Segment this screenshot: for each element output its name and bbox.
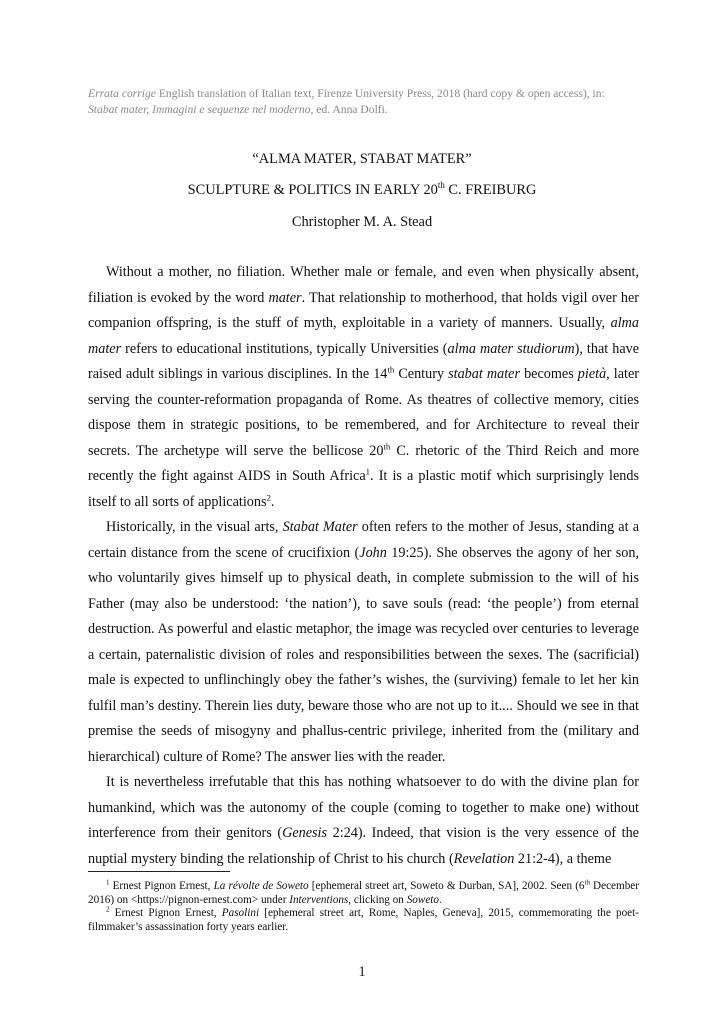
- footnotes: [88, 880, 639, 934]
- paragraph-2: Historically, in the visual arts, Stabat Mater often refers to the mother of Jesus, standing at a certain distance from the scene of crucifixion (John 19:25). She observes the agony of her son, who voluntarily gives himself up to physical death, in complete submission to the will of his Father (may also be understood: ‘the nation’), to save souls (read: ‘the people’) from eternal destruction. As powerful and elastic metaphor, the image was recycled over centuries to leverage a certain, paternalistic division of roles and responsibilities between the sexes. The (sacrificial) male is expected to unflinchingly obey the father’s wishes, the (surviving) female to let her kin fulfil man’s destiny. Therein lies duty, beware those who are not up to it.... Should we see in that premise the seeds of misogyny and phallus-centric privilege, inherited from the (military and hierarchical) culture of Rome? The answer lies with the reader.: [88, 519, 639, 765]
- footnote-2: $^2$ Ernest Pignon Ernest, Pasolini [ephemeral street art, Rome, Naples, Geneva], 2015, commemorating the poet-filmmaker’s assassination forty years earlier.: [88, 905, 639, 933]
- page-number: 1: [358, 964, 366, 980]
- running-header: [88, 86, 648, 118]
- paragraph-3: It is nevertheless irrefutable that this has nothing whatsoever to do with the divine plan for humankind, which was the autonomy of the couple (coming to together to make one) without interference from their genitors (Genesis 2:24). Indeed, that vision is the very essence of the nuptial mystery binding the relationship of Christ to his church (Revelation 21:2-4), a theme: [88, 774, 639, 867]
- footnote-1: $^1$ Ernest Pignon Ernest, La révolte de Soweto [ephemeral street art, Soweto & Durban, SA], 2002. Seen (6th December 2016) on <https://pignon-ernest.com> under Interventions, clicking on Soweto.: [88, 878, 639, 906]
- title-line-1: “ALMA MATER, STABAT MATER”: [252, 151, 472, 167]
- author-name: Christopher M. A. Stead: [291, 214, 433, 230]
- footnote-ref-1[interactable]: 1: [365, 466, 371, 477]
- header-line-2: Stabat mater, Immagini e sequenze nel moderno, ed. Anna Dolfi.: [88, 103, 388, 116]
- header-line-1: Errata corrige English translation of Italian text, Firenze University Press, 2018 (hard copy & open access), in:: [88, 87, 605, 100]
- title-line-2: SCULPTURE & POLITICS IN EARLY 20th C. FREIBURG: [187, 180, 537, 198]
- footnote-divider: [88, 871, 230, 872]
- paragraph-1: Without a mother, no filiation. Whether male or female, and even when physically absent, filiation is evoked by the word mater. That relationship to motherhood, that holds vigil over her companion offspring, is the stuff of myth, exploitable in a variety of manners. Usually, alma mater refers to educational institutions, typically Universities (alma mater studiorum), that have raised adult siblings in various disciplines. In the 14th Century stabat mater becomes pietà, later serving the counter-reformation propaganda of Rome. As theatres of collective memory, cities dispose them in strategic positions, to be remembered, and for Architecture to reveal their secrets. The archetype will serve the bellicose 20th C. rhetoric of the Third Reich and more recently the fight against AIDS in South Africa$^1$. It is a plastic motif which surprisingly lends itself to all sorts of applications$^2$.: [88, 264, 640, 510]
- footnote-ref-2[interactable]: 2: [266, 491, 271, 502]
- body-text: [88, 260, 639, 872]
